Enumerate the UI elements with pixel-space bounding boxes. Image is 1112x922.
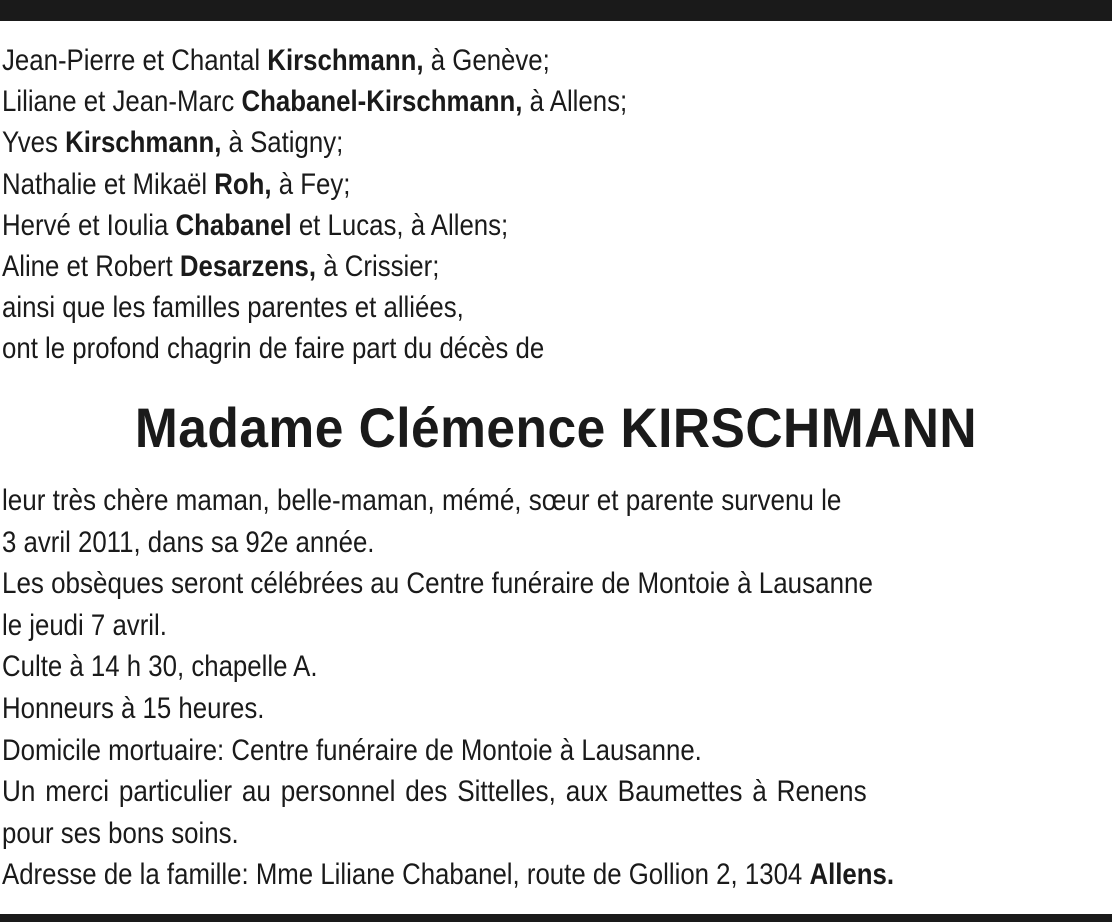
family-list [2, 40, 1110, 370]
body-line: le jeudi 7 avril. [2, 608, 167, 642]
thanks-line: Un merci particulier au personnel des Sittelles, aux Baumettes à Renens [2, 775, 867, 809]
family-line [2, 205, 955, 246]
family-line [2, 122, 955, 163]
family-line [2, 246, 955, 287]
family-location: et Lucas, à Allens; [291, 208, 509, 242]
mortuary-address: Domicile mortuaire: Centre funéraire de Montoie à Lausanne. [2, 733, 702, 767]
family-names: Liliane et Jean-Marc [2, 85, 242, 119]
family-surname: Desarzens, [179, 249, 317, 283]
family-address-text: Adresse de la famille: Mme Liliane Chabanel, route de Gollion 2, 1304 [2, 858, 810, 892]
family-location: à Fey; [271, 167, 351, 201]
obituary-body [2, 480, 1110, 896]
family-address-town: Allens. [809, 858, 895, 892]
family-line [2, 40, 955, 81]
body-line: leur très chère maman, belle-maman, mémé, sœur et parente survenu le [2, 484, 842, 517]
bottom-rule [0, 914, 1112, 922]
family-line [2, 164, 955, 205]
body-line: Les obsèques seront célébrées au Centre funéraire de Montoie à Lausanne [2, 567, 873, 601]
ceremony-time: Culte à 14 h 30, chapelle A. [2, 650, 318, 684]
family-names: Yves [2, 126, 66, 160]
family-surname: Kirschmann, [267, 44, 424, 77]
family-names: Nathalie et Mikaël [2, 167, 215, 201]
top-rule [0, 0, 1112, 21]
body-line: 3 avril 2011, dans sa 92e année. [2, 525, 375, 559]
family-names: Aline et Robert [2, 249, 180, 283]
family-address [2, 854, 955, 896]
family-location: à Satigny; [221, 126, 344, 160]
relatives-line [2, 287, 955, 328]
family-surname: Roh, [214, 167, 272, 201]
family-surname: Chabanel-Kirschmann, [241, 85, 523, 119]
family-names: Jean-Pierre et Chantal [2, 44, 268, 77]
relatives-text: ainsi que les familles parentes et alliées, [2, 291, 464, 325]
family-surname: Chabanel [175, 208, 292, 242]
announcement-text: ont le profond chagrin de faire part du décès de [2, 332, 545, 366]
thanks-line: pour ses bons soins. [2, 816, 239, 850]
family-surname: Kirschmann, [65, 126, 222, 160]
family-location: à Allens; [522, 85, 628, 119]
deceased-name: Madame Clémence KIRSCHMANN [134, 396, 978, 459]
announcement-line [2, 328, 955, 369]
family-location: à Genève; [423, 44, 550, 77]
family-location: à Crissier; [316, 249, 440, 283]
honours-time: Honneurs à 15 heures. [2, 691, 265, 725]
family-line [2, 81, 955, 122]
family-names: Hervé et Ioulia [2, 208, 176, 242]
